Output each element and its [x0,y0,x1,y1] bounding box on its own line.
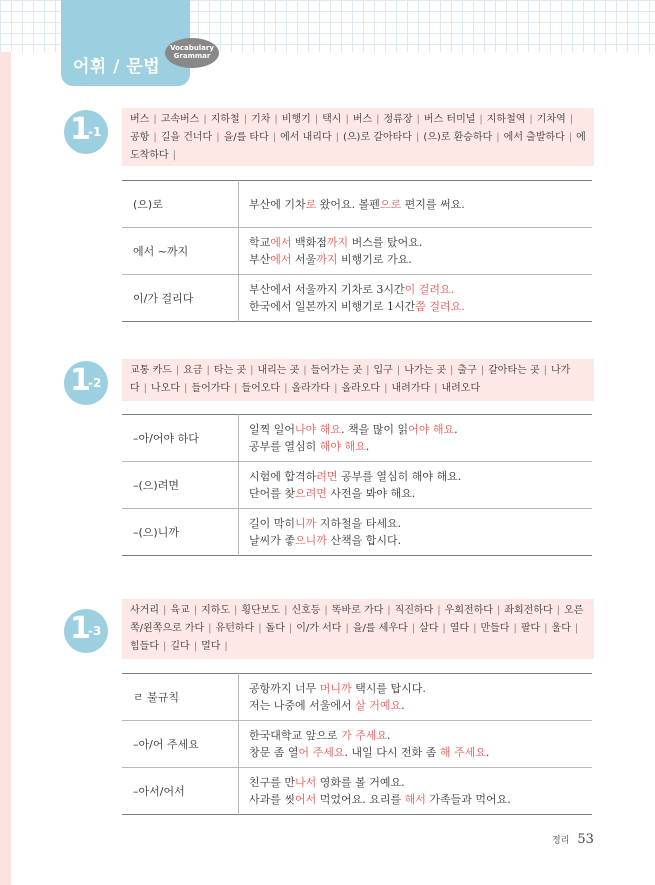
example-sentence [249,196,591,213]
vocab-item: 이/가 서다 [296,623,342,634]
vocab-separator: | [216,132,220,143]
vocab-item: 열다 [449,623,470,634]
highlighted-grammar: 까지 [326,236,349,249]
vocab-separator: | [529,114,533,125]
vocabulary-box [122,359,594,401]
vocab-separator: | [480,365,485,376]
vocab-separator: | [224,641,228,652]
highlighted-grammar: 머니까 [319,682,352,695]
vocab-separator: | [162,605,167,616]
vocab-item: 버스 [352,114,373,125]
vocab-item: 을/를 세우다 [352,623,408,634]
grammar-label: ㄹ 불규칙 [122,674,239,721]
section-number-major: 1 [70,611,91,646]
highlighted-grammar: 로 [305,197,317,211]
vocab-item: 힘들다 [130,641,159,652]
example-sentence [249,744,591,761]
sentence-text: 택시를 탑시다. [351,682,426,695]
example-sentence [249,438,591,455]
vocab-separator: | [153,114,157,125]
grammar-row [122,275,592,322]
sentence-text: 산책을 합시다. [326,534,402,547]
sentence-text: 단어를 찾 [249,487,296,500]
vocab-item: 멀다 [201,641,221,652]
sentence-text: 공항까지 너무 [249,682,320,695]
sentence-text: 공부를 열심히 [249,440,320,453]
sentence-text: 시험에 합격하 [249,470,317,483]
grammar-label: 이/가 걸리다 [122,275,239,322]
footer-label: 정리 [552,836,570,846]
vocab-separator: | [335,132,339,143]
vocab-item: 나오다 [151,383,181,394]
grammar-examples [239,721,593,768]
sentence-text: . [454,423,458,436]
highlighted-grammar: 까지 [316,253,338,266]
section-number-badge [64,110,108,154]
vocab-separator: | [193,641,198,652]
page-footer [552,832,594,847]
grammar-examples [239,181,593,228]
highlighted-grammar: 으니까 [295,534,327,547]
vocab-separator: | [234,383,238,394]
vocab-separator: | [258,623,262,634]
vocab-separator: | [569,114,574,125]
vocab-separator: | [556,605,561,616]
highlighted-grammar: 가 주세요 [341,729,388,742]
grammar-row [122,462,592,509]
vocab-item: 지하도 [201,605,231,616]
highlighted-grammar: 살 거예요 [355,699,402,712]
vocab-item: 들어오다 [241,383,281,394]
vocab-separator: | [314,114,319,125]
vocab-item: 만들다 [480,623,510,634]
vocab-separator: | [434,383,438,394]
page-number: 53 [577,832,594,847]
vocab-separator: | [345,623,349,634]
sentence-text: 비행기로 가요. [337,253,412,266]
vocab-item: 택시 [322,114,342,125]
vocab-item: 정류장 [383,114,413,125]
vocab-item: 길을 건너다 [160,132,213,143]
vocab-separator: | [473,623,477,634]
vocab-item: 똑바로 가다 [331,605,384,616]
vocab-item: 을/를 타다 [223,132,269,143]
sentence-text: 먹었어요. 요리를 [316,793,405,806]
vocab-separator: | [437,605,441,616]
highlighted-grammar: 나야 해요 [295,423,342,436]
highlighted-grammar: 려면 [316,470,338,483]
vocab-separator: | [415,132,420,143]
sentence-text: 서울 [291,253,317,266]
vocab-item: 들어가는 곳 [310,365,363,376]
vocab-separator: | [450,365,454,376]
section-number-major: 1 [70,112,91,147]
sentence-text: 사과를 씻 [249,793,296,806]
vocab-item: 좌회전하다 [504,605,553,616]
example-sentence [249,532,591,549]
sentence-text: 백화점 [291,236,327,249]
example-sentence [249,281,591,298]
vocab-item: 에 도착하다 [130,132,586,161]
sentence-text: 사전을 봐야 해요. [326,487,416,500]
grammar-examples [239,228,593,275]
vocab-separator: | [411,623,416,634]
grammar-examples [239,462,593,509]
vocab-item: 오른쪽/왼쪽으로 가다 [130,605,584,634]
highlighted-grammar: 어 주세요 [298,746,345,759]
grammar-label: –(으)니까 [122,509,239,556]
sentence-text: 창문 좀 열 [249,746,299,759]
highlighted-grammar: 에서 [270,236,292,249]
vocab-item: 교통 카드 [130,365,172,376]
section-number-major: 1 [70,363,91,398]
example-sentence [249,234,591,251]
vocab-separator: | [366,365,370,376]
grammar-label: –아/어 주세요 [122,721,239,768]
vocab-item: 나가다 [130,365,571,394]
grammar-label: –아/어야 하다 [122,415,239,462]
vocab-separator: | [442,623,446,634]
badge-line-2: Grammar [173,52,211,60]
vocab-separator: | [543,365,547,376]
vocab-item: 내리는 곳 [257,365,300,376]
sentence-text: 가족들과 먹어요. [425,793,511,806]
vocab-separator: | [172,150,177,161]
vocab-separator: | [193,605,198,616]
section-number-minor: -3 [88,624,102,638]
vocab-item: 유턴하다 [215,623,255,634]
vocab-separator: | [324,605,328,616]
example-sentence [249,774,591,791]
grammar-label: –(으)려면 [122,462,239,509]
vocab-item: 고속버스 [160,114,200,125]
vocab-item: 횡단보도 [241,605,281,616]
sentence-text: 날씨가 좋 [249,534,296,547]
vocab-separator: | [396,365,401,376]
vocab-separator: | [272,132,277,143]
vocab-separator: | [162,641,167,652]
sentence-text: 친구를 만 [249,776,296,789]
vocab-item: 에서 내리다 [280,132,332,143]
vocab-separator: | [203,114,207,125]
sentence-text: 부산 [249,253,271,266]
section-number-minor: -2 [88,376,102,390]
sentence-text: 부산에서 서울까지 기차로 3시간 [249,283,405,296]
vocab-separator: | [479,114,483,125]
vocab-separator: | [234,605,238,616]
sentence-text: . [401,699,405,712]
sentence-text: 공부를 열심히 해야 해요. [337,470,462,483]
vocabulary-box [122,108,594,166]
vocab-separator: | [303,365,307,376]
vocab-separator: | [574,623,579,634]
grammar-table [122,673,592,815]
vocab-separator: | [288,623,293,634]
vocab-separator: | [284,605,288,616]
page-title: 어휘 / 문법 [73,57,161,77]
vocab-item: 돌다 [265,623,285,634]
vocab-separator: | [416,114,420,125]
sentence-text: 영화를 볼 거예요. [316,776,405,789]
vocab-separator: | [376,114,380,125]
vocab-item: 입구 [373,365,393,376]
grammar-row [122,181,592,228]
grammar-label: –아서/어서 [122,768,239,815]
highlighted-grammar: 어서 [295,793,317,806]
vocab-separator: | [387,605,391,616]
grammar-row [122,228,592,275]
vocab-item: 신호등 [291,605,321,616]
vocab-item: 올라가다 [291,383,331,394]
grammar-examples [239,768,593,815]
highlighted-grammar: 해야 해요 [319,440,366,453]
sentence-text: 일찍 일어 [249,423,296,436]
section-number-badge [64,609,108,653]
example-sentence [249,468,591,485]
vocab-separator: | [544,623,548,634]
vocab-separator: | [496,132,500,143]
grammar-examples [239,509,593,556]
vocab-separator: | [153,132,157,143]
grammar-row [122,509,592,556]
vocab-item: 버스 [130,114,150,125]
highlighted-grammar: 해 주세요 [439,746,486,759]
vocab-item: 육교 [170,605,190,616]
example-sentence [249,727,591,744]
vocab-separator: | [250,365,254,376]
vocab-separator: | [208,623,212,634]
vocab-item: 비행기 [281,114,311,125]
example-sentence [249,515,591,532]
vocabulary-box [122,599,594,659]
vocab-item: 내려가다 [391,383,431,394]
vocab-item: 요금 [183,365,203,376]
section-number-minor: -1 [88,125,102,139]
sentence-text: . [485,746,490,759]
highlighted-grammar: 으로 [379,197,402,211]
vocab-item: 올라오다 [341,383,381,394]
vocab-separator: | [513,623,517,634]
grammar-table [122,414,592,556]
example-sentence [249,421,591,438]
example-sentence [249,485,591,502]
sentence-text: . [365,440,370,453]
highlighted-grammar: 이 걸려요. [404,283,455,296]
badge-line-1: Vocabulary [170,44,214,52]
sentence-text: 편지를 써요. [401,197,465,211]
sentence-text: 지하철을 타세요. [316,517,402,530]
vocab-item: 내려오다 [441,383,481,394]
example-sentence [249,697,591,714]
vocab-item: 나가는 곳 [404,365,447,376]
example-sentence [249,298,591,315]
grammar-row [122,415,592,462]
vocab-item: 공항 [130,132,150,143]
grammar-row [122,721,592,768]
vocab-separator: | [334,383,338,394]
section-number-badge [64,361,108,405]
vocab-item: 타는 곳 [213,365,247,376]
vocab-separator: | [143,383,148,394]
vocab-item: 들어가다 [191,383,231,394]
grammar-row [122,768,592,815]
vocab-separator: | [175,365,180,376]
highlighted-grammar: 어야 해요 [408,423,455,436]
example-sentence [249,791,591,808]
sentence-text: 학교 [249,236,271,249]
vocab-separator: | [384,383,388,394]
vocab-item: 우회전하다 [444,605,493,616]
section-title-tab [61,0,214,86]
grammar-table [122,180,592,322]
sentence-text: . 내일 다시 전화 좀 [344,746,440,759]
vocab-item: 팔다 [520,623,541,634]
vocab-item: 살다 [419,623,439,634]
vocab-item: 갈아타는 곳 [488,365,540,376]
grammar-label: (으)로 [122,181,239,228]
highlighted-grammar: 니까 [295,517,317,530]
vocab-separator: | [274,114,278,125]
grammar-examples [239,674,593,721]
vocabulary-grammar-badge [165,38,219,68]
highlighted-grammar: 으려면 [295,487,327,500]
grammar-examples [239,415,593,462]
highlighted-grammar: 쯤 걸려요. [415,300,465,313]
sentence-text: 한국에서 일본까지 비행기로 1시간 [249,300,416,313]
grammar-row [122,674,592,721]
sentence-text: 저는 나중에 서울에서 [249,699,356,712]
vocab-separator: | [345,114,349,125]
vocab-item: 울다 [551,623,571,634]
highlighted-grammar: 에서 [270,253,292,266]
vocab-separator: | [284,383,288,394]
grammar-label: 에서 ~까지 [122,228,239,275]
vocab-item: (으)로 갈아타다 [343,132,412,143]
vocab-item: (으)로 환승하다 [423,132,493,143]
sentence-text: 부산에 기차 [249,197,306,211]
highlighted-grammar: 나서 [295,776,317,789]
sentence-text: 한국대학교 앞으로 [249,729,342,742]
vocab-item: 버스 터미널 [423,114,476,125]
vocab-separator: | [568,132,573,143]
sentence-text: . 책을 많이 읽 [341,423,409,436]
vocab-separator: | [184,383,188,394]
left-margin-strip [0,0,11,885]
vocab-item: 기차역 [536,114,566,125]
example-sentence [249,680,591,697]
vocab-separator: | [243,114,248,125]
vocab-item: 길다 [170,641,190,652]
example-sentence [249,251,591,268]
vocab-item: 지하철 [210,114,240,125]
vocab-separator: | [496,605,501,616]
vocab-item: 지하철역 [486,114,526,125]
vocab-item: 에서 출발하다 [503,132,565,143]
sentence-text: 버스를 탔어요. [348,236,423,249]
grammar-examples [239,275,593,322]
vocab-item: 사거리 [130,605,159,616]
sentence-text: 왔어요. 볼펜 [316,197,380,211]
vocab-item: 기차 [251,114,271,125]
vocab-item: 출구 [457,365,477,376]
highlighted-grammar: 해서 [404,793,426,806]
vocab-item: 직진하다 [394,605,434,616]
sentence-text: . [387,729,391,742]
sentence-text: 길이 막히 [249,517,296,530]
vocab-separator: | [206,365,210,376]
